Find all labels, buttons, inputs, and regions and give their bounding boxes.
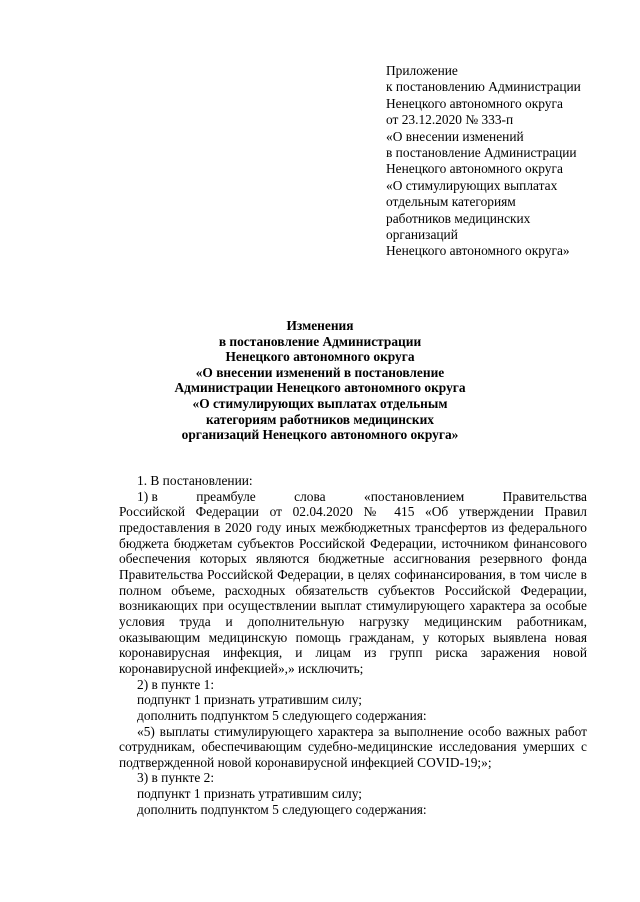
appendix-line: работников медицинских — [386, 210, 531, 226]
appendix-line: в постановление Администрации — [386, 145, 577, 161]
appendix-line: «О внесении изменений — [386, 128, 524, 144]
item-1-heading: 1. В постановлении: — [137, 473, 253, 488]
appendix-line: от 23.12.2020 № 333-п — [386, 112, 514, 128]
appendix-line: к постановлению Администрации — [386, 79, 581, 95]
item-1-1-word: Правительства — [502, 488, 587, 504]
title-line: «О внесении изменений в постановление — [195, 364, 445, 380]
item-1-3-a: подпункт 1 признать утратившим силу; — [137, 786, 362, 802]
title-line: категориям работников медицинских — [206, 411, 434, 427]
appendix-block — [386, 63, 626, 260]
appendix-line: отдельным категориям — [386, 194, 516, 210]
item-1-1-text: Российской Федерации от 02.04.2020 № 415 «Об утверждении Правил предоставления в 2020 году иных межбюджетных трансфертов из федерального бюджета бюджетам субъектов Российской Федерации, источником финансового обеспечения которых являются бюджетные ассигнования резервного фонда Правительства Российской Федерации, в целях софинансирования, в том числе в полном объеме, расходных обязательств субъектов Российской Федерации, возникающих при осуществлении выплат стимулирующего характера за особые условия труда и дополнительную нагрузку медицинским работникам, оказывающим медицинскую помощь гражданам, у которых выявлена новая коронавирусная инфекция, и лицам из групп риска заражения новой коронавирусной инфекцией»,» исключить; — [119, 504, 587, 676]
document-title — [120, 318, 520, 443]
document-body — [119, 473, 587, 817]
item-1-1-word: «постановлением — [364, 488, 465, 504]
appendix-line: «О стимулирующих выплатах — [386, 177, 558, 193]
appendix-line: Приложение — [386, 63, 458, 78]
item-1-2-a: подпункт 1 признать утратившим силу; — [137, 692, 362, 708]
item-1-2-b: дополнить подпунктом 5 следующего содержания: — [137, 707, 427, 723]
item-1-2-quote: «5) выплаты стимулирующего характера за выполнение особо важных работ сотрудникам, обеспечивающим судебно-медицинские исследования умерших с подтвержденной новой коронавирусной инфекцией COVID-19;»; — [119, 723, 587, 770]
item-1-1-word: 1) в — [137, 488, 158, 504]
title-line: Администрации Ненецкого автономного округа — [174, 380, 466, 396]
appendix-line: организаций — [386, 227, 458, 243]
title-line: Изменения — [286, 318, 354, 333]
title-line: организаций Ненецкого автономного округа» — [181, 427, 459, 443]
item-1-1-word: преамбуле — [196, 488, 256, 504]
appendix-line: Ненецкого автономного округа — [386, 161, 563, 177]
item-1-1-first-line — [119, 489, 587, 505]
appendix-line: Ненецкого автономного округа — [386, 95, 563, 111]
item-1-3-heading: 3) в пункте 2: — [137, 770, 215, 786]
title-line: в постановление Администрации — [218, 333, 422, 349]
appendix-line: Ненецкого автономного округа» — [386, 243, 570, 259]
item-1-1-word: слова — [294, 488, 326, 504]
title-line: Ненецкого автономного округа — [225, 349, 415, 365]
item-1-2-heading: 2) в пункте 1: — [137, 676, 215, 692]
item-1-3-b: дополнить подпунктом 5 следующего содержания: — [137, 801, 427, 817]
title-line: «О стимулирующих выплатах отдельным — [192, 395, 448, 411]
